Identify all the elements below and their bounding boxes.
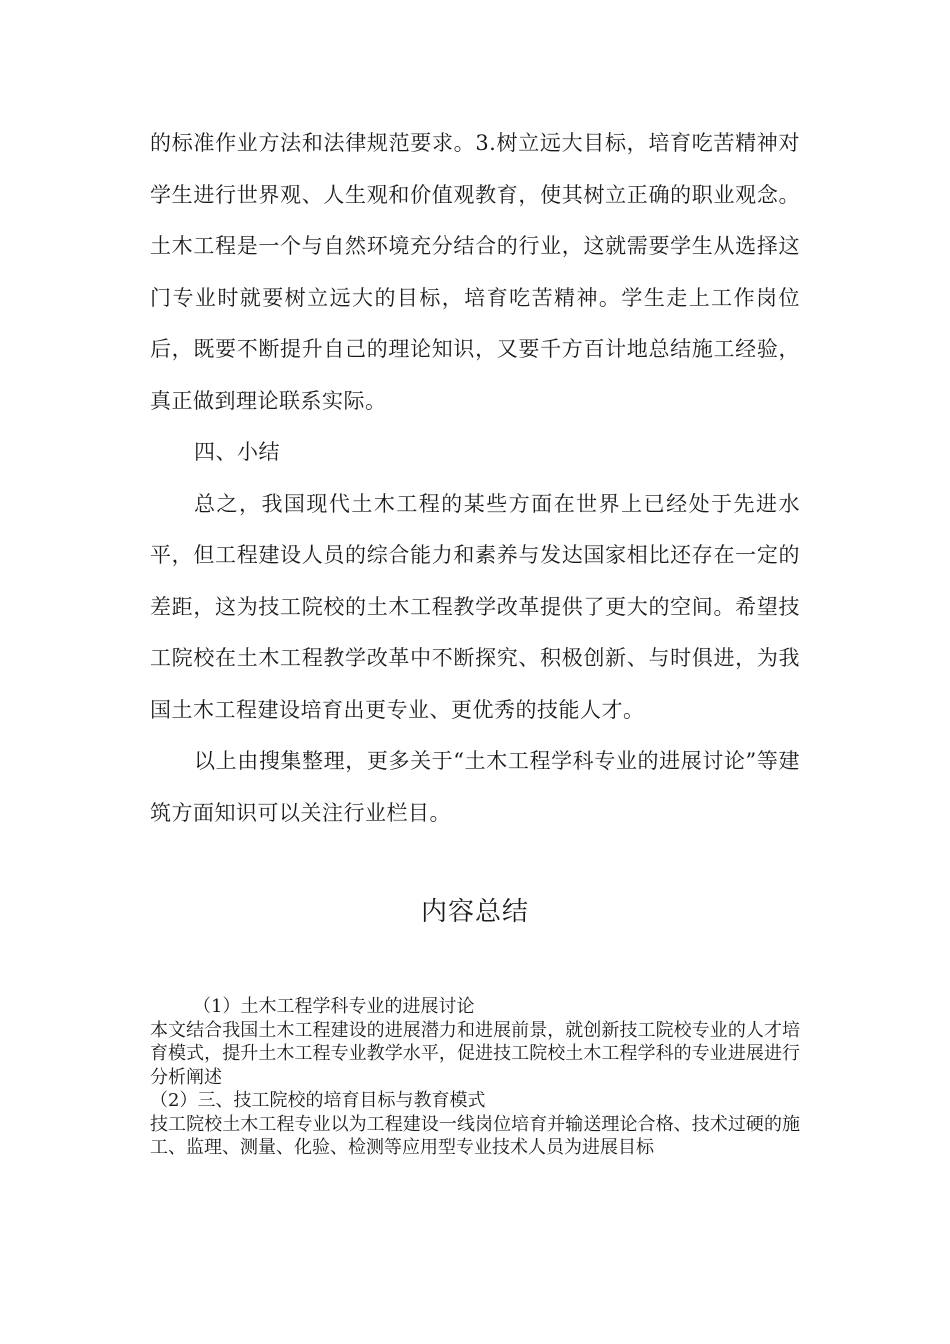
section-heading: 四、小结: [194, 440, 280, 464]
continuation-paragraph: 的标准作业方法和法律规范要求。3.树立远大目标，培育吃苦精神对学生进行世界观、人生观和价值观教育，使其树立正确的职业观念。土木工程是一个与自然环境充分结合的行业，这就需要学生从选择这门专业时就要树立远大的目标，培育吃苦精神。学生走上工作岗位后，既要不断提升自己的理论知识，又要千方百计地总结施工经验，真正做到理论联系实际。: [150, 131, 800, 413]
summary-section: [150, 995, 800, 1160]
closing-note-paragraph: 以上由搜集整理，更多关于“土木工程学科专业的进展讨论”等建筑方面知识可以关注行业栏目。: [150, 749, 800, 825]
summary-item-text: 技工院校土木工程专业以为工程建设一线岗位培育并输送理论合格、技术过硬的施工、监理、测量、化验、检测等应用型专业技术人员为进展目标: [150, 1113, 800, 1158]
main-text: [150, 118, 800, 839]
conclusion-paragraph: 总之，我国现代土木工程的某些方面在世界上已经处于先进水平，但工程建设人员的综合能力和素养与发达国家相比还存在一定的差距，这为技工院校的土木工程教学改革提供了更大的空间。希望技工院校在土木工程教学改革中不断探究、积极创新、与时俱进，为我国土木工程建设培育出更专业、更优秀的技能人才。: [150, 491, 800, 722]
summary-item-text: 本文结合我国土木工程建设的进展潜力和进展前景，就创新技工院校专业的人才培育模式，提升土木工程专业教学水平，促进技工院校土木工程学科的专业进展进行分析阐述: [150, 1019, 800, 1088]
summary-item-heading: （1）土木工程学科专业的进展讨论: [193, 996, 475, 1017]
summary-title: 内容总结: [420, 897, 529, 927]
summary-item-heading: （2）三、技工院校的培育目标与教育模式: [150, 1090, 486, 1111]
